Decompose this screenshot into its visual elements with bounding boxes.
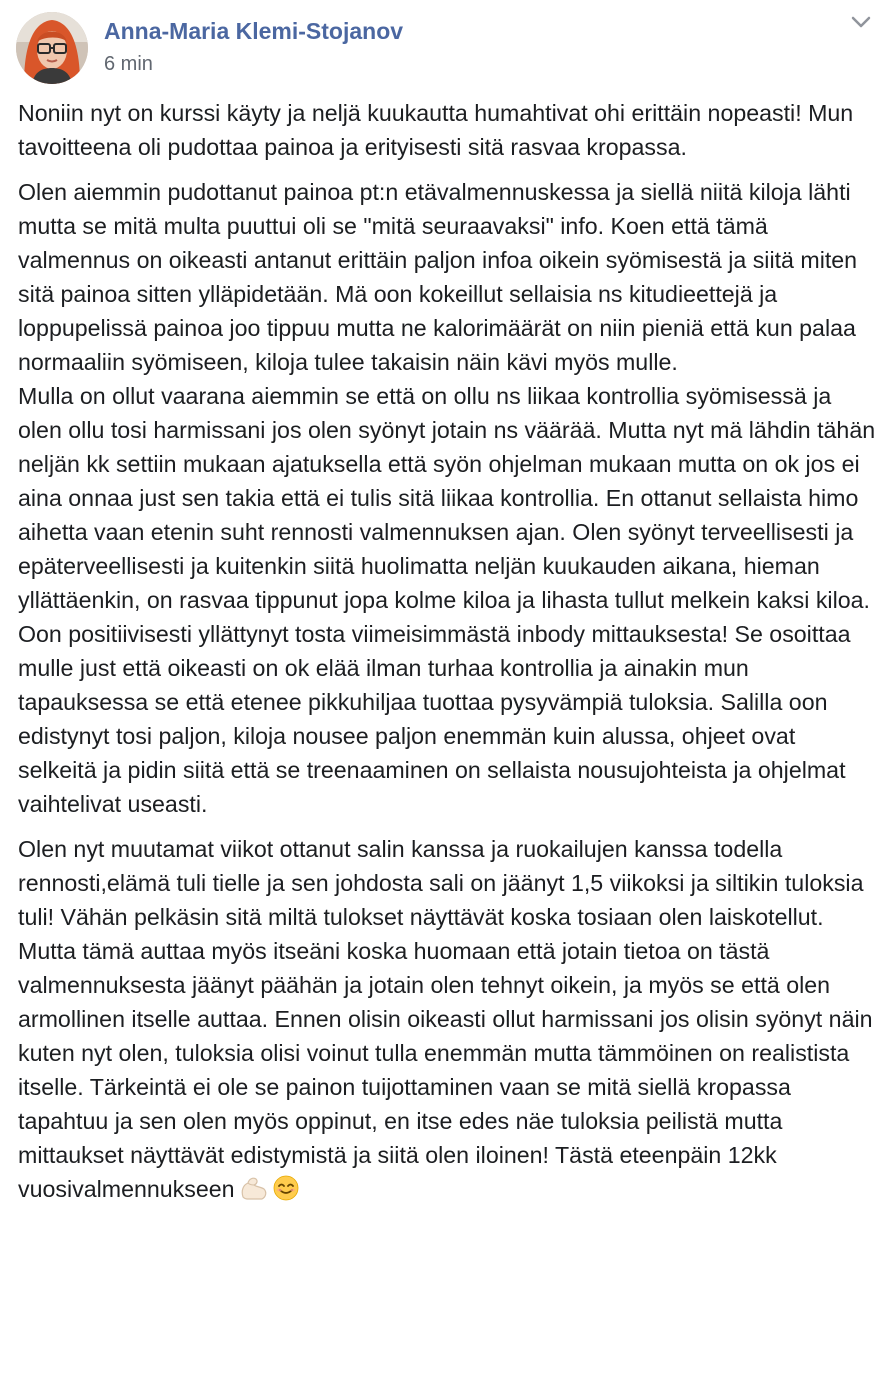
post-paragraph-1: Noniin nyt on kurssi käyty ja neljä kuukautta humahtivat ohi erittäin nopeasti! Mun tavoitteena oli pudottaa painoa ja erityisesti sitä rasvaa kropassa. [18,100,854,160]
smiling-face-emoji-icon [273,1175,299,1210]
author-name-link[interactable]: Anna-Maria Klemi-Stojanov [104,18,404,44]
post-timestamp[interactable]: 6 min [104,53,153,75]
post-paragraph-3 [18,832,876,1210]
chevron-down-icon[interactable] [850,14,872,30]
flexed-biceps-emoji-icon [239,1175,269,1210]
post-paragraph-3-text: Olen nyt muutamat viikot ottanut salin kanssa ja ruokailujen kanssa todella rennosti,elämä tuli tielle ja sen johdosta sali on jäänyt 1,5 viikoksi ja siltikin tuloksia tuli! Vähän pelkäsin sitä miltä tulokset näyttävät koska tosiaan olen laiskotellut. Mutta tämä auttaa myös itseäni koska huomaan että jotain tietoa on tästä valmennuksesta jäänyt päähän ja jotain olen tehnyt oikein, ja myös se että olen armollinen itselle auttaa. Ennen olisin oikeasti ollut harmissani jos olisin syönyt näin kuten nyt olen, tuloksia olisi voinut tulla enemmän mutta tämmöinen on realistista itselle. Tärkeintä ei ole se painon tuijottaminen vaan se mitä siellä kropassa tapahtuu ja sen olen myös oppinut, en itse edes näe tuloksia peilistä mutta mittaukset näyttävät edistymistä ja siitä olen iloinen! Tästä eteenpäin 12kk vuosivalmennukseen [18,836,873,1202]
post-message [18,96,876,1221]
avatar-photo [16,12,88,84]
post-header [16,10,874,86]
author-avatar[interactable] [16,12,88,84]
post-paragraph-2: Olen aiemmin pudottanut painoa pt:n etävalmennuskessa ja siellä niitä kiloja lähti mutta se mitä multa puuttui oli se "mitä seuraavaksi" info. Koen että tämä valmennus on oikeasti antanut erittäin paljon infoa oikein syömisestä ja siitä miten sitä painoa sitten ylläpidetään. Mä oon kokeillut sellaisia ns kitudieettejä ja loppupelissä painoa joo tippuu mutta ne kalorimäärät on niin pieniä että kun palaa normaaliin syömiseen, kiloja tulee takaisin näin kävi myös mulle. Mulla on ollut vaarana aiemmin se että on ollu ns liikaa kontrollia syömisessä ja olen ollu tosi harmissani jos olen syönyt jotain ns väärää. Mutta nyt mä lähdin tähän neljän kk settiin mukaan ajatuksella että syön ohjelman mukaan mutta on ok jos ei aina onnaa just sen takia että ei tulis sitä liikaa kontrollia. En ottanut sellaista himo aihetta vaan etenin suht rennosti valmennuksen ajan. Olen syönyt terveellisesti ja epäterveellisesti ja kuitenkin siitä huolimatta neljän kuukauden aikana, hieman yllättäenkin, on rasvaa tippunut jopa kolme kiloa ja lihasta tullut melkein kaksi kiloa. Oon positiivisesti yllättynyt tosta viimeisimmästä inbody mittauksesta! Se osoittaa mulle just että oikeasti on ok elää ilman turhaa kontrollia ja ainakin mun tapauksessa se että etenee pikkuhiljaa tuottaa pysyvämpiä tuloksia. Salilla oon edistynyt tosi paljon, kiloja nousee paljon enemmän kuin alussa, ohjeet ovat selkeitä ja pidin siitä että se treenaaminen on sellaista nousujohteista ja ohjelmat vaihtelivat useasti. [18,179,876,817]
